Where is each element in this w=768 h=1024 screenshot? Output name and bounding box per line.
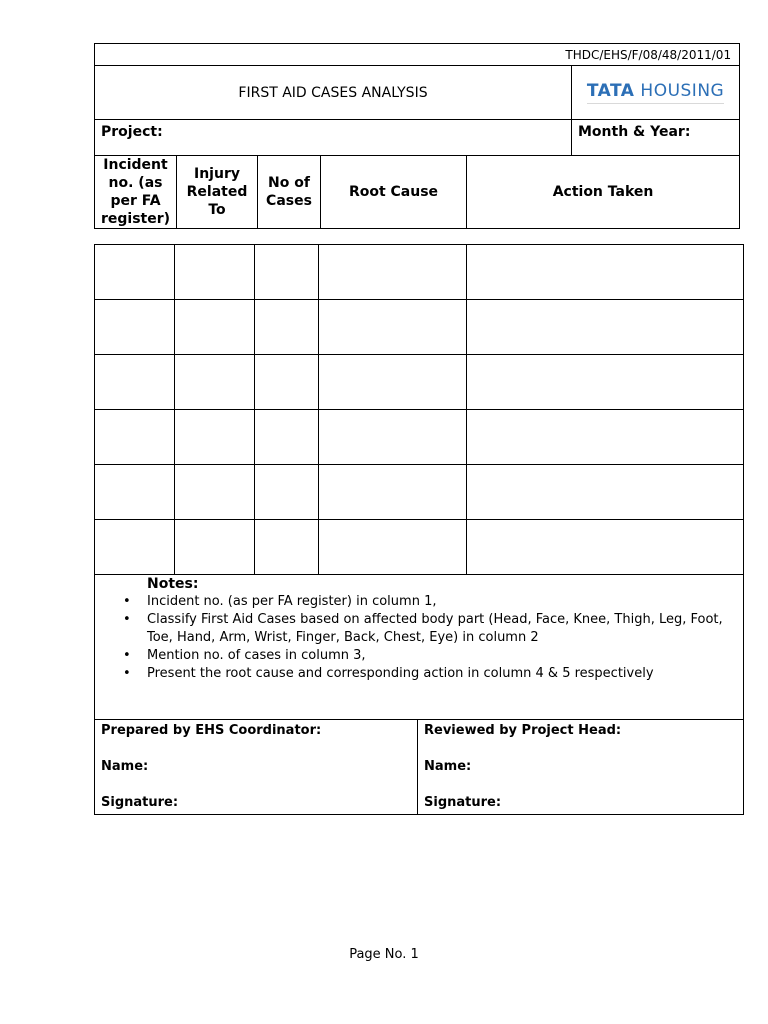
prepared-by-heading: Prepared by EHS Coordinator:	[101, 723, 322, 738]
month-year-field: Month & Year:	[572, 120, 740, 156]
notes-list	[95, 593, 743, 683]
table-cell[interactable]	[255, 465, 319, 520]
note-item: • Present the root cause and corresponding action in column 4 & 5 respectively	[147, 665, 743, 683]
table-cell[interactable]	[95, 465, 175, 520]
table-row	[95, 355, 744, 410]
table-cell[interactable]	[175, 355, 255, 410]
tata-housing-logo	[587, 81, 724, 104]
note-item: • Mention no. of cases in column 3,	[147, 647, 743, 665]
table-cell[interactable]	[467, 300, 744, 355]
project-field: Project:	[95, 120, 572, 156]
table-cell[interactable]	[175, 465, 255, 520]
table-cell[interactable]	[467, 355, 744, 410]
column-header-root-cause: Root Cause	[321, 156, 467, 229]
table-cell[interactable]	[255, 300, 319, 355]
form-header-table	[94, 43, 740, 229]
table-cell[interactable]	[255, 245, 319, 300]
table-cell[interactable]	[319, 300, 467, 355]
table-cell[interactable]	[467, 520, 744, 575]
table-cell[interactable]	[467, 465, 744, 520]
logo-brand: TATA	[586, 81, 635, 101]
table-cell[interactable]	[319, 355, 467, 410]
note-item: • Incident no. (as per FA register) in column 1,	[147, 593, 743, 611]
page-number: Page No. 1	[349, 947, 419, 962]
table-cell[interactable]	[175, 520, 255, 575]
table-row	[95, 300, 744, 355]
table-cell[interactable]	[175, 300, 255, 355]
table-cell[interactable]	[319, 465, 467, 520]
prepared-name-label: Name:	[101, 759, 149, 774]
logo-word: HOUSING	[640, 81, 725, 101]
table-cell[interactable]	[319, 520, 467, 575]
reviewed-by-heading: Reviewed by Project Head:	[424, 723, 622, 738]
notes-title: Notes:	[147, 576, 199, 592]
reviewed-signature-label: Signature:	[424, 795, 502, 810]
table-cell[interactable]	[95, 245, 175, 300]
form-code: THDC/EHS/F/08/48/2011/01	[95, 44, 740, 66]
reviewed-name-label: Name:	[424, 759, 472, 774]
table-cell[interactable]	[467, 245, 744, 300]
notes-section	[95, 575, 744, 720]
table-row	[95, 410, 744, 465]
column-header-incident-no: Incident no. (as per FA register)	[95, 156, 177, 229]
note-item: • Classify First Aid Cases based on affected body part (Head, Face, Knee, Thigh, Leg, Foot, Toe, Hand, Arm, Wrist, Finger, Back, Chest, Eye) in column 2	[147, 611, 743, 647]
table-cell[interactable]	[175, 245, 255, 300]
company-logo	[572, 66, 740, 120]
table-cell[interactable]	[255, 355, 319, 410]
table-cell[interactable]	[95, 410, 175, 465]
table-cell[interactable]	[95, 520, 175, 575]
table-row	[95, 520, 744, 575]
table-cell[interactable]	[95, 300, 175, 355]
table-cell[interactable]	[319, 245, 467, 300]
column-header-injury-related: Injury Related To	[177, 156, 258, 229]
column-header-no-of-cases: No of Cases	[258, 156, 321, 229]
table-row	[95, 245, 744, 300]
table-cell[interactable]	[255, 410, 319, 465]
table-row	[95, 465, 744, 520]
table-cell[interactable]	[175, 410, 255, 465]
entries-table	[94, 244, 744, 815]
column-header-action-taken: Action Taken	[467, 156, 740, 229]
table-cell[interactable]	[95, 355, 175, 410]
table-cell[interactable]	[467, 410, 744, 465]
form-title: FIRST AID CASES ANALYSIS	[95, 66, 572, 120]
reviewed-by-section	[418, 720, 744, 815]
prepared-signature-label: Signature:	[101, 795, 179, 810]
prepared-by-section	[95, 720, 418, 815]
table-cell[interactable]	[255, 520, 319, 575]
table-cell[interactable]	[319, 410, 467, 465]
